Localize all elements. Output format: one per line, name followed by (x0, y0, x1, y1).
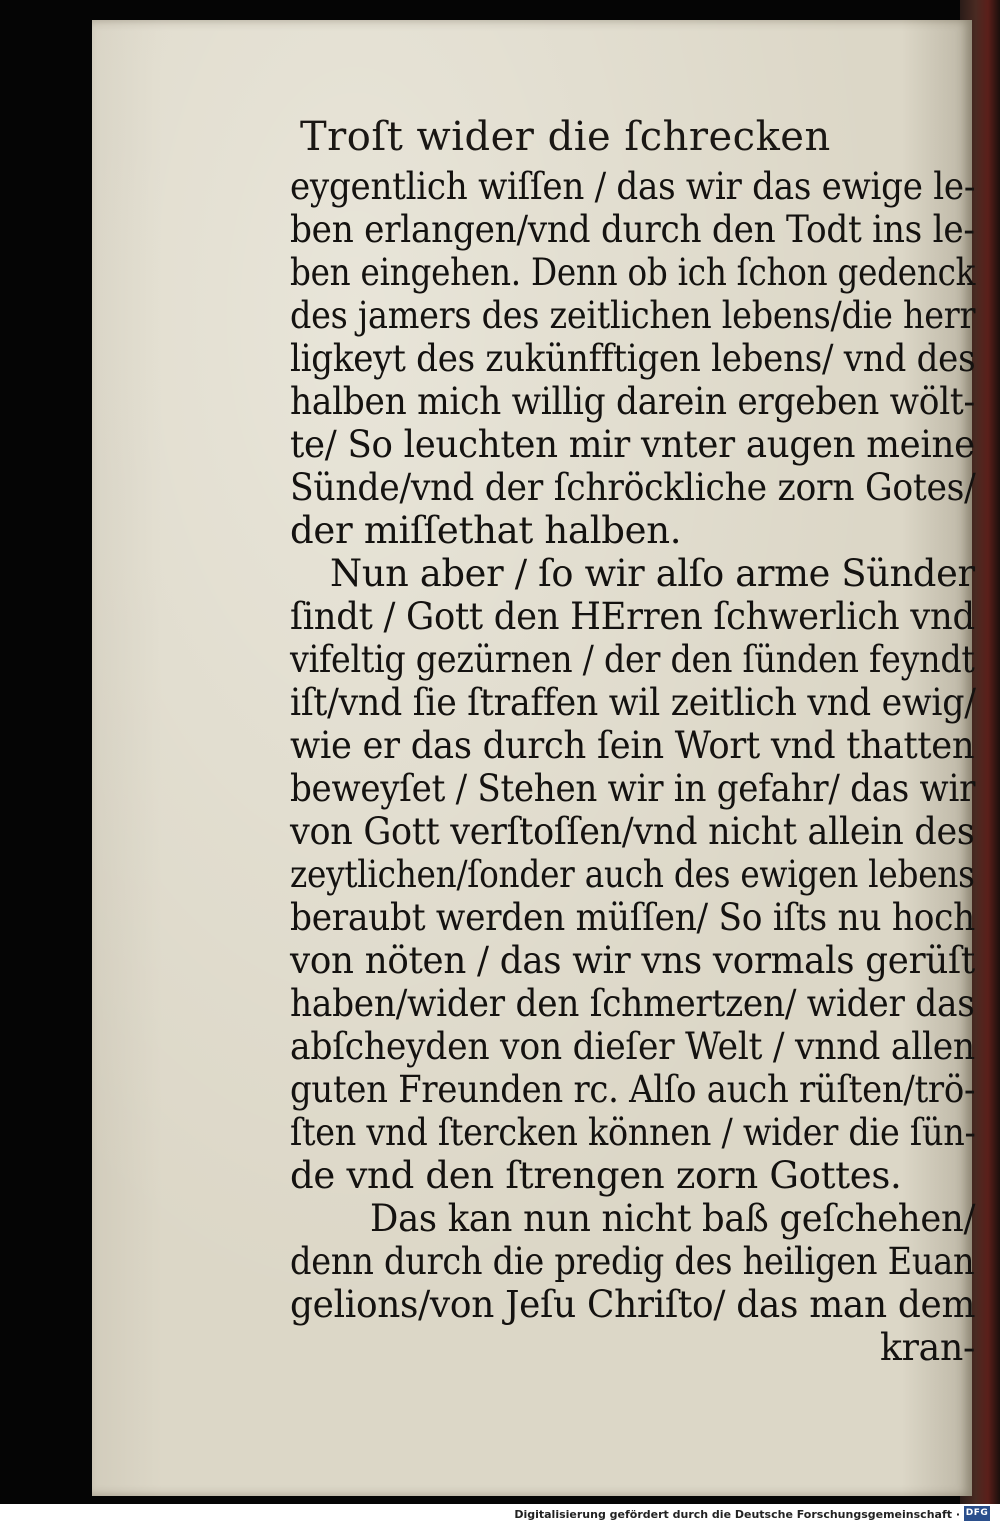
text-line: vifeltig gezürnen / der den ſünden feyndt (290, 638, 975, 681)
text-line: Das kan nun nicht baß geſchehen/ (370, 1197, 976, 1240)
text-line: der miſſethat halben. (290, 509, 682, 552)
text-line: beweyſet / Stehen wir in gefahr/ das wir (290, 767, 976, 810)
text-line: gelions/von Jeſu Chriſto/ das man dem (290, 1283, 976, 1326)
text-line: von Gott verſtoſſen/vnd nicht allein des (290, 810, 975, 853)
text-line: abſcheyden von dieſer Welt / vnnd allen (290, 1025, 975, 1068)
text-line: denn durch die predig des heiligen Euan (290, 1240, 975, 1283)
text-line: Sünde/vnd der ſchröckliche zorn Gotes/ (290, 466, 976, 509)
text-line: ben eingehen. Denn ob ich ſchon gedenck (290, 251, 976, 294)
text-line: beraubt werden müſſen/ So iſts nu hoch (290, 896, 976, 939)
text-line: des jamers des zeitlichen lebens/die herr (290, 294, 976, 337)
catchword: kran- (880, 1326, 975, 1369)
text-line: haben/wider den ſchmertzen/ wider das (290, 982, 975, 1025)
text-line: zeytlichen/ſonder auch des ewigen lebens (290, 853, 975, 896)
text-line: wie er das durch ſein Wort vnd thatten (290, 724, 975, 767)
text-line: halben mich willig darein ergeben wölt- (290, 380, 975, 423)
text-line: te/ So leuchten mir vnter augen meine (290, 423, 975, 466)
text-line: ligkeyt des zukünfftigen lebens/ vnd des (290, 337, 976, 380)
text-line: ſten vnd ſtercken können / wider die ſün- (290, 1111, 976, 1154)
text-line: ben erlangen/vnd durch den Todt ins le- (290, 208, 975, 251)
text-line: guten Freunden rc. Alſo auch rüſten/trö- (290, 1068, 976, 1111)
digitization-credit: Digitalisierung gefördert durch die Deutsche Forschungsgemeinschaft · (514, 1508, 960, 1521)
dfg-logo-icon: DFG (964, 1506, 990, 1521)
text-line: eygentlich wiſſen / das wir das ewige le- (290, 165, 976, 208)
text-line: von nöten / das wir vns vormals gerüſt (290, 939, 975, 982)
text-line: de vnd den ſtrengen zorn Gottes. (290, 1154, 902, 1197)
text-line: ſindt / Gott den HErren ſchwerlich vnd (290, 595, 975, 638)
running-head: Troſt wider die ſchrecken (300, 114, 831, 160)
text-line: iſt/vnd ſie ſtraffen wil zeitlich vnd ewig/ (290, 681, 976, 724)
text-line: Nun aber / ſo wir alſo arme Sünder (330, 552, 975, 595)
